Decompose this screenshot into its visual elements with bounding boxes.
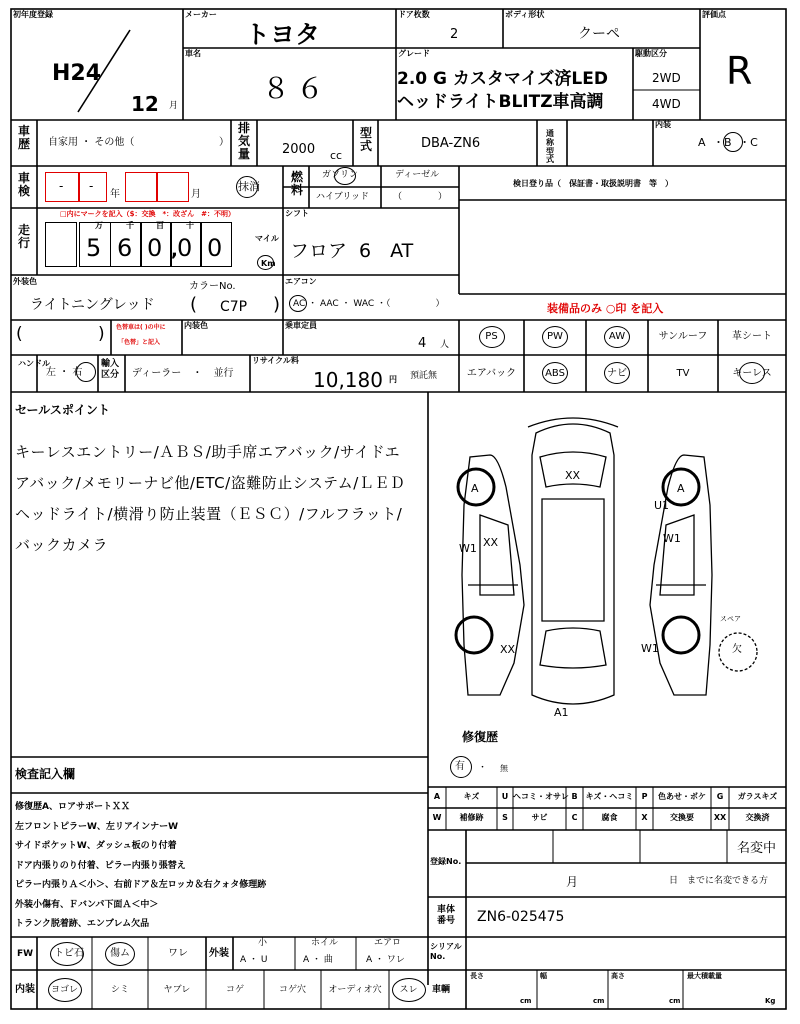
equip-row1-2: PW — [547, 331, 563, 342]
fuel-gas: ガソリン — [322, 170, 359, 180]
interior-label: 内装 — [655, 120, 671, 129]
color-change-note-1: 色替車は( )の中に — [116, 324, 166, 331]
orig-color-close: ) — [98, 324, 105, 344]
fuel-mark — [334, 167, 356, 185]
legend-row2-code-4: X — [641, 813, 648, 822]
reg-day-note: 日 までに名変できる方 — [669, 876, 769, 886]
odometer-unit-4: 百 — [156, 221, 164, 230]
interior-color-label: 内装色 — [184, 321, 208, 330]
legend-row1-text-1: キズ — [463, 792, 480, 801]
repair-yes: 有 — [455, 761, 465, 772]
interior-grade-mark — [723, 132, 743, 152]
equip-row2-1: エアバック — [466, 368, 517, 379]
int-item-3: ヤブレ — [163, 985, 191, 995]
int-item-2: シミ — [110, 985, 129, 995]
history-close: ） — [219, 137, 229, 148]
grade-line-1: 2.0 G カスタマイズ済LED — [397, 69, 608, 89]
legend-row2-code-2: S — [502, 813, 508, 822]
spare-label: スペア — [720, 615, 741, 623]
ext-label: 外装 — [209, 948, 229, 959]
color-no-label: カラーNo. — [189, 281, 236, 292]
equip-row1-mark-1 — [479, 326, 505, 348]
odometer-unit-3: 千 — [126, 221, 134, 230]
km-mark — [257, 255, 274, 270]
legend-row1-text-2: ヘコミ・オサレ — [513, 792, 569, 801]
inspection-year-unit: 年 — [110, 189, 120, 200]
fw-item-1: トビ石 — [54, 948, 84, 959]
disp-label: 排気量 — [237, 121, 250, 162]
capacity-unit: 人 — [440, 340, 450, 350]
inspection-line-3: サイドポケットW、ダッシュ板のり付着 — [15, 841, 177, 851]
inspection-month-unit: 月 — [191, 189, 201, 200]
spare-value: 欠 — [732, 644, 742, 655]
damage-mark-6: XX — [483, 536, 499, 549]
int-item-1: ヨゴレ — [50, 985, 78, 995]
int-mark-7 — [392, 978, 426, 1002]
ext-small-opts: A ・ U — [240, 955, 268, 965]
damage-mark-4: U1 — [654, 499, 670, 512]
capacity: 4 — [418, 336, 427, 351]
legend-row2-text-3: 腐食 — [601, 813, 618, 822]
dash-2: - — [89, 179, 94, 193]
dims-label: 車輌 — [432, 985, 451, 995]
equip-row2-mark-3 — [604, 362, 630, 384]
int-item-7: スレ — [399, 985, 418, 995]
dash-1: - — [59, 179, 64, 193]
weight-label: 最大積載量 — [687, 972, 722, 980]
int-item-5: コゲ穴 — [278, 985, 306, 995]
damage-mark-5: W1 — [459, 542, 477, 555]
reg-year: H24 — [52, 61, 102, 86]
odometer-comma: , — [171, 240, 178, 261]
serial-label: シリアルNo. — [430, 942, 462, 962]
repair-no: 無 — [500, 764, 508, 773]
capacity-label: 乗車定員 — [285, 321, 317, 330]
fuel-label: 燃料 — [290, 170, 303, 198]
inspection-expired: 抹消 — [238, 180, 260, 193]
legend-row1-code-2: U — [501, 792, 509, 801]
disp-unit: cc — [330, 149, 343, 162]
ac-mark — [289, 295, 307, 312]
chassis-number: ZN6-025475 — [477, 909, 565, 925]
history-label: 車歴 — [17, 124, 30, 152]
expired-mark — [236, 176, 258, 198]
equip-row2-mark-2 — [542, 362, 568, 384]
color-no-open: ( — [190, 294, 198, 315]
type-value: DBA-ZN6 — [421, 136, 481, 151]
legend-row2-text-1: 補修跡 — [459, 813, 484, 822]
reg-month-unit: 月 — [566, 875, 579, 889]
damage-mark-1: XX — [565, 469, 581, 482]
legend-row1-code-4: P — [641, 792, 648, 801]
ext-wheel-label: ホイル — [311, 938, 339, 948]
body-type: クーペ — [578, 26, 620, 42]
ext-wheel-opts: A ・ 曲 — [303, 955, 333, 965]
shift-value: フロア 6 AT — [290, 240, 414, 262]
inspection-month-box-1 — [125, 172, 157, 202]
sales-line-3: ヘッドライト/横滑り防止装置（ＥＳＣ）/フルフラット/ — [15, 505, 403, 523]
maker-label: メーカー — [185, 10, 217, 19]
int-label: 内装 — [15, 984, 35, 995]
color-change-note-2: 「色替」と記入 — [118, 339, 161, 346]
import-options: ディーラー ・ 並行 — [132, 368, 234, 379]
drive-label: 駆動区分 — [635, 49, 667, 58]
ac-options: AC ・ AAC ・ WAC ・（ ） — [293, 299, 445, 309]
repair-dot: ・ — [478, 763, 488, 773]
inspection-label: 車検 — [17, 171, 30, 199]
color-no: C7P — [220, 299, 248, 315]
sales-title: セールスポイント — [15, 403, 110, 417]
reg-month: 12 — [131, 92, 159, 116]
ext-aero-opts: A ・ ワレ — [366, 955, 405, 965]
length-unit: cm — [520, 997, 532, 1005]
inspection-title: 検査記入欄 — [15, 767, 76, 781]
reg-month-unit: 月 — [169, 101, 179, 111]
ac-label: エアコン — [285, 277, 317, 286]
inspection-line-5: ピラー内張りＡ＜小＞、右前ドア＆左ロッカ＆右クォタ修理跡 — [15, 880, 267, 890]
inspection-line-1: 修復歴A、ロアサポートＸＸ — [15, 802, 130, 812]
common-type-label: 通称型式 — [546, 129, 554, 165]
reg-no-label: 登録No. — [430, 857, 462, 866]
odometer-digit-6: 0 — [207, 234, 223, 262]
fw-item-2: 傷ム — [110, 948, 130, 959]
name-change: 名変中 — [737, 841, 777, 856]
grade-label: グレード — [398, 49, 430, 58]
recycle-label: リサイクル料 — [252, 356, 299, 365]
weight-unit: Kg — [765, 997, 776, 1005]
legend-row2-text-2: サビ — [531, 813, 548, 822]
equip-row1-4: サンルーフ — [658, 331, 708, 342]
mileage-note: □内にマークを記入（$：交換 *：改ざん #：不明） — [60, 210, 236, 218]
equip-row2-4: TV — [676, 368, 690, 379]
doors-label: ドア枚数 — [398, 10, 430, 19]
legend-row2-text-5: 交換済 — [745, 813, 770, 822]
mileage-label: 走行 — [17, 223, 30, 251]
legend-row2-code-3: C — [571, 813, 578, 822]
legend-row2-text-4: 交換要 — [670, 813, 694, 822]
exterior-color: ライトニングレッド — [30, 297, 155, 313]
legend-row1-text-3: キズ・ヘコミ — [585, 792, 634, 801]
docs-label: 検日登り品（ 保証書・取扱説明書 等 ） — [513, 179, 673, 188]
model-name: ８６ — [262, 72, 331, 105]
recycle-unit: 円 — [389, 375, 397, 384]
legend-row1-code-3: B — [571, 792, 578, 801]
fuel-other: （ ） — [393, 192, 448, 202]
first-reg-label: 初年度登録 — [13, 10, 53, 19]
inspection-line-4: ドア内張りのり付着、ピラー内張り張替え — [15, 860, 186, 871]
equip-row1-mark-2 — [542, 326, 568, 348]
mile-label: マイル — [255, 234, 279, 243]
int-item-4: コゲ — [225, 985, 244, 995]
height-label: 高さ — [611, 972, 625, 980]
int-mark-1 — [48, 978, 82, 1002]
fw-label: FW — [17, 949, 34, 959]
width-unit: cm — [593, 997, 605, 1005]
damage-mark-7: W1 — [663, 532, 681, 545]
history-text: 自家用 ・ その他（ — [48, 137, 135, 148]
doors: 2 — [450, 27, 459, 42]
legend-row1-text-4: 色あせ・ボケ — [658, 792, 706, 801]
sales-line-1: キーレスエントリー/ＡＢＳ/助手席エアバック/サイドエ — [15, 443, 401, 461]
equip-row1-5: 革シート — [732, 331, 772, 342]
fuel-hybrid: ハイブリッド — [316, 192, 370, 202]
repair-mark — [450, 756, 472, 778]
equip-row1-3: AW — [608, 331, 626, 342]
maker: トヨタ — [245, 20, 321, 49]
damage-mark-9: W1 — [641, 642, 659, 655]
fw-mark-1 — [50, 942, 84, 966]
fw-item-3: ワレ — [168, 948, 188, 959]
recycle-amount: 10,180 — [313, 368, 383, 392]
eval-label: 評価点 — [702, 10, 726, 19]
legend-row1-text-5: ガラスキズ — [737, 792, 778, 801]
recycle-status: 預託無 — [410, 371, 438, 381]
width-label: 幅 — [540, 972, 547, 980]
odometer-cell-1 — [45, 222, 77, 267]
ext-small-label: 小 — [258, 938, 268, 948]
odometer-digit-4: 0 — [147, 234, 163, 262]
handle-label: ハンドル — [18, 359, 50, 368]
interior-grades: A ・B ・C — [698, 136, 758, 149]
equip-row2-5: キーレス — [732, 368, 772, 379]
equip-row2-mark-5 — [739, 362, 765, 384]
drive-4wd: 4WD — [652, 97, 681, 111]
length-label: 長さ — [470, 972, 484, 980]
odometer-digit-5: 0 — [177, 234, 193, 262]
orig-color-open: ( — [16, 324, 23, 344]
damage-mark-10: A1 — [554, 706, 569, 719]
odometer-digit-2: 5 — [86, 234, 102, 262]
legend-row1-code-1: A — [433, 792, 441, 801]
fuel-diesel: ディーゼル — [395, 170, 440, 180]
grade-line-2: ヘッドライトBLITZ車高調 — [397, 92, 604, 112]
eval-score: R — [726, 49, 753, 93]
equip-row2-2: ABS — [545, 368, 565, 379]
legend-row2-code-5: XX — [713, 813, 727, 822]
handle-options: 左 ・ 右 — [46, 367, 83, 378]
sales-line-4: バックカメラ — [15, 536, 109, 554]
displacement: 2000 — [282, 142, 316, 157]
body-label: ボディ形状 — [505, 10, 545, 19]
odometer-digit-3: 6 — [117, 234, 133, 262]
shift-label: シフト — [285, 209, 309, 218]
equip-row2-3: ナビ — [607, 368, 627, 379]
car-diagram — [428, 395, 788, 715]
inspection-line-7: トランク脱着跡、エンブレム欠品 — [15, 919, 150, 929]
fw-mark-2 — [105, 942, 135, 966]
damage-mark-3: A — [677, 482, 685, 495]
drive-2wd: 2WD — [652, 71, 681, 85]
odometer-unit-2: 万 — [95, 221, 103, 230]
inspection-line-6: 外装小傷有、Ｆバンパ下面Ａ＜中＞ — [15, 899, 159, 910]
equip-label: 装備品のみ ○印 を記入 — [547, 302, 664, 315]
equip-row1-1: PS — [485, 331, 498, 342]
inspection-line-2: 左フロントピラーW、左リアインナーW — [15, 821, 179, 832]
model-label: 車名 — [185, 49, 201, 58]
sales-line-2: アバック/メモリーナビ他/ETC/盗難防止システム/ＬＥＤ — [15, 474, 406, 492]
equip-row1-mark-3 — [604, 326, 630, 348]
int-item-6: オーディオ穴 — [328, 985, 382, 995]
legend-row2-code-1: W — [432, 813, 442, 822]
ext-aero-label: エアロ — [374, 938, 402, 948]
legend-row1-code-5: G — [716, 792, 724, 801]
import-label: 輸入区分 — [101, 359, 120, 380]
inspection-month-box-2 — [157, 172, 189, 202]
repair-label: 修復歴 — [462, 730, 499, 744]
handle-mark — [76, 362, 96, 382]
type-label: 型式 — [359, 126, 372, 154]
exterior-color-label: 外装色 — [13, 277, 37, 286]
km-label: Km — [261, 259, 276, 268]
damage-mark-8: XX — [500, 643, 516, 656]
height-unit: cm — [669, 997, 681, 1005]
odometer-unit-5: 十 — [186, 221, 194, 230]
chassis-label: 車体番号 — [437, 905, 456, 926]
color-no-close: ) — [273, 294, 281, 315]
damage-mark-2: A — [471, 482, 479, 495]
